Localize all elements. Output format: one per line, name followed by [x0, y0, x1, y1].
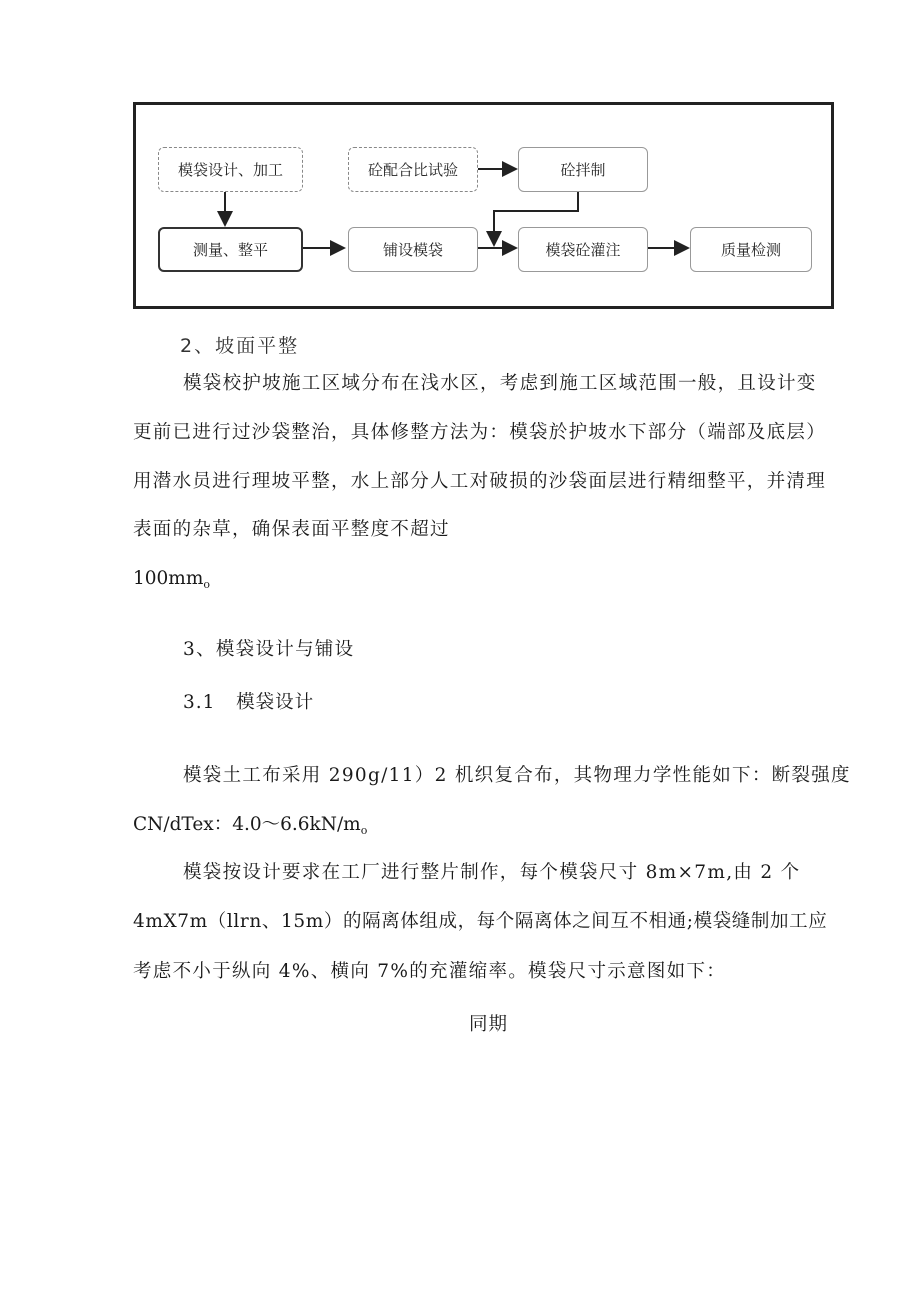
- section3-heading: 3、模袋设计与铺设: [183, 639, 355, 660]
- section3-para2-line-3: 考虑不小于纵向 4%、横向 7%的充灌缩率。模袋尺寸示意图如下：: [133, 961, 727, 982]
- section2-para-line-1: 模袋校护坡施工区域分布在浅水区，考虑到施工区域范围一般，且设计变: [183, 373, 817, 394]
- node-bag-design: [158, 147, 303, 192]
- node-concrete-mixing-label: 砼拌制: [560, 161, 606, 179]
- section2-value: [133, 570, 210, 590]
- section3-para1-line-2-text: CN/dTex：4.0～6.6kN∕m: [133, 814, 361, 835]
- section2-value-suffix: o: [203, 578, 211, 591]
- node-concrete-mix-test-label: 砼配合比试验: [367, 161, 458, 179]
- node-bag-pouring: [518, 227, 648, 272]
- node-quality-check: [690, 227, 812, 272]
- node-lay-bag-label: 铺设模袋: [382, 241, 443, 259]
- node-lay-bag: [348, 227, 478, 272]
- node-concrete-mixing: [518, 147, 648, 192]
- figure-caption: 同期: [469, 1014, 509, 1035]
- node-survey-level: [158, 227, 303, 272]
- node-bag-pouring-label: 模袋砼灌注: [545, 241, 621, 259]
- section3-para1-line-1: 模袋土工布采用 290g∕11）2 机织复合布，其物理力学性能如下：断裂强度: [183, 765, 851, 786]
- node-concrete-mix-test: [348, 147, 478, 192]
- section3-para1-suffix: o: [360, 824, 368, 837]
- section3-para2-line-1: 模袋按设计要求在工厂进行整片制作，每个模袋尺寸 8m×7m,由 2 个: [183, 862, 801, 883]
- node-quality-check-label: 质量检测: [720, 241, 781, 259]
- section2-heading: 2、坡面平整: [180, 335, 300, 357]
- section3-para1-line-2: [133, 816, 367, 836]
- section2-para-line-2: 更前已进行过沙袋整治，具体修整方法为：模袋於护坡水下部分（端部及底层）: [133, 422, 827, 443]
- flowchart-connectors: [136, 105, 831, 306]
- flowchart-frame: [133, 102, 834, 309]
- section2-value-text: 100mm: [133, 568, 204, 589]
- section3-sub-heading: 3.1 模袋设计: [183, 692, 315, 713]
- node-bag-design-label: 模袋设计、加工: [177, 161, 283, 179]
- section2-para-line-3: 用潜水员进行理坡平整，水上部分人工对破损的沙袋面层进行精细整平，并清理: [133, 471, 827, 492]
- node-survey-level-label: 测量、整平: [192, 241, 268, 259]
- section3-para2-line-2: 4mX7m（llrn、15m）的隔离体组成，每个隔离体之间互不相通;模袋缝制加工应: [133, 911, 828, 932]
- section2-para-line-4: 表面的杂草，确保表面平整度不超过: [133, 519, 450, 540]
